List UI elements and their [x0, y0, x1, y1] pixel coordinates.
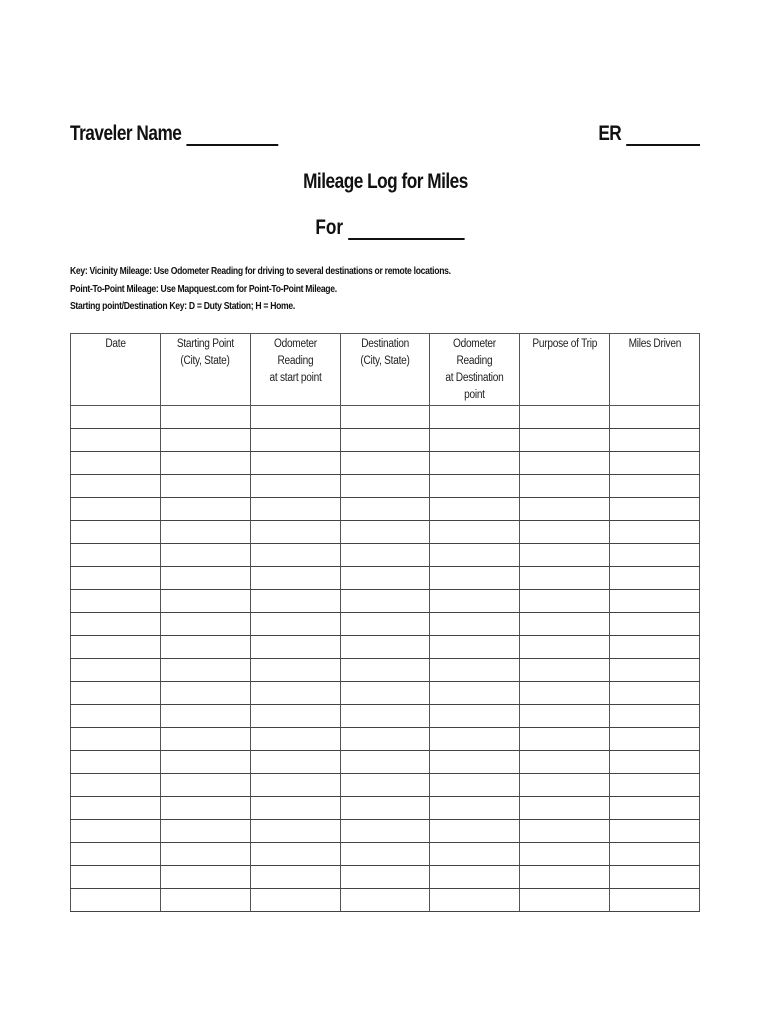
table-cell[interactable]: [160, 406, 250, 429]
table-cell[interactable]: [250, 406, 340, 429]
table-cell[interactable]: [160, 820, 250, 843]
table-cell[interactable]: [71, 475, 161, 498]
table-cell[interactable]: [71, 521, 161, 544]
table-cell[interactable]: [160, 751, 250, 774]
table-cell[interactable]: [160, 521, 250, 544]
table-cell[interactable]: [250, 659, 340, 682]
table-cell[interactable]: [610, 682, 700, 705]
table-cell[interactable]: [340, 705, 430, 728]
table-cell[interactable]: [430, 751, 520, 774]
table-cell[interactable]: [610, 590, 700, 613]
table-cell[interactable]: [610, 820, 700, 843]
table-cell[interactable]: [430, 567, 520, 590]
table-cell[interactable]: [610, 889, 700, 912]
table-cell[interactable]: [430, 659, 520, 682]
table-cell[interactable]: [520, 682, 610, 705]
mileage-log-table: [70, 333, 700, 912]
table-cell[interactable]: [520, 613, 610, 636]
table-cell[interactable]: [340, 590, 430, 613]
table-cell[interactable]: [160, 889, 250, 912]
table-row: [71, 567, 700, 590]
table-cell[interactable]: [160, 659, 250, 682]
column-header-odometer-start: Odometer Reading at start point: [250, 334, 340, 406]
table-row: [71, 636, 700, 659]
table-cell[interactable]: [71, 613, 161, 636]
table-cell[interactable]: [520, 636, 610, 659]
table-cell[interactable]: [340, 820, 430, 843]
table-cell[interactable]: [340, 843, 430, 866]
page-title: [0, 170, 770, 194]
table-cell[interactable]: [430, 705, 520, 728]
table-row: [71, 843, 700, 866]
table-cell[interactable]: [520, 452, 610, 475]
page-title-text: Mileage Log for Miles: [302, 170, 468, 193]
table-cell[interactable]: [340, 406, 430, 429]
table-cell[interactable]: [71, 797, 161, 820]
table-row: [71, 475, 700, 498]
table-row: [71, 498, 700, 521]
table-cell[interactable]: [610, 475, 700, 498]
table-cell[interactable]: [340, 866, 430, 889]
table-cell[interactable]: [160, 590, 250, 613]
traveler-name-blank[interactable]: [186, 126, 278, 146]
table-cell[interactable]: [250, 544, 340, 567]
table-cell[interactable]: [250, 429, 340, 452]
table-cell[interactable]: [340, 682, 430, 705]
table-cell[interactable]: [610, 521, 700, 544]
table-row: [71, 866, 700, 889]
table-cell[interactable]: [160, 544, 250, 567]
table-cell[interactable]: [430, 866, 520, 889]
table-cell[interactable]: [430, 889, 520, 912]
table-cell[interactable]: [250, 567, 340, 590]
table-cell[interactable]: [71, 636, 161, 659]
table-cell[interactable]: [250, 682, 340, 705]
table-cell[interactable]: [340, 751, 430, 774]
column-header-starting-point: Starting Point (City, State): [160, 334, 250, 406]
table-row: [71, 728, 700, 751]
table-cell[interactable]: [71, 429, 161, 452]
table-cell[interactable]: [71, 406, 161, 429]
table-cell[interactable]: [430, 475, 520, 498]
table-cell[interactable]: [160, 567, 250, 590]
table-cell[interactable]: [250, 751, 340, 774]
er-field: [598, 122, 700, 146]
table-cell[interactable]: [71, 866, 161, 889]
table-row: [71, 682, 700, 705]
table-cell[interactable]: [520, 659, 610, 682]
table-row: [71, 613, 700, 636]
table-cell[interactable]: [520, 590, 610, 613]
table-cell[interactable]: [520, 843, 610, 866]
table-cell[interactable]: [610, 452, 700, 475]
table-cell[interactable]: [610, 866, 700, 889]
traveler-name-label: Traveler Name: [70, 122, 182, 145]
table-cell[interactable]: [250, 590, 340, 613]
table-cell[interactable]: [71, 567, 161, 590]
table-cell[interactable]: [160, 475, 250, 498]
table-cell[interactable]: [520, 429, 610, 452]
table-cell[interactable]: [610, 498, 700, 521]
table-cell[interactable]: [340, 728, 430, 751]
table-cell[interactable]: [430, 406, 520, 429]
table-cell[interactable]: [430, 797, 520, 820]
table-cell[interactable]: [430, 774, 520, 797]
table-cell[interactable]: [250, 866, 340, 889]
table-cell[interactable]: [160, 498, 250, 521]
table-cell[interactable]: [430, 590, 520, 613]
table-cell[interactable]: [250, 728, 340, 751]
table-cell[interactable]: [520, 705, 610, 728]
table-cell[interactable]: [340, 498, 430, 521]
table-cell[interactable]: [430, 820, 520, 843]
table-body: [71, 406, 700, 912]
table-cell[interactable]: [250, 498, 340, 521]
table-cell[interactable]: [250, 452, 340, 475]
column-header-odometer-destination: Odometer Reading at Destination point: [430, 334, 520, 406]
table-cell[interactable]: [520, 820, 610, 843]
table-cell[interactable]: [610, 705, 700, 728]
table-cell[interactable]: [71, 498, 161, 521]
for-label: For: [315, 216, 344, 239]
table-cell[interactable]: [340, 889, 430, 912]
table-cell[interactable]: [430, 429, 520, 452]
table-row: [71, 406, 700, 429]
table-row: [71, 590, 700, 613]
table-cell[interactable]: [160, 429, 250, 452]
table-cell[interactable]: [610, 636, 700, 659]
key-line-vicinity: Key: Vicinity Mileage: Use Odometer Reading for driving to several destinations or remote locations.: [70, 266, 451, 277]
table-cell[interactable]: [160, 636, 250, 659]
table-cell[interactable]: [610, 406, 700, 429]
table-cell[interactable]: [610, 797, 700, 820]
table-cell[interactable]: [250, 843, 340, 866]
table-cell[interactable]: [71, 774, 161, 797]
table-cell[interactable]: [340, 797, 430, 820]
table-cell[interactable]: [340, 567, 430, 590]
table-cell[interactable]: [160, 705, 250, 728]
table-cell[interactable]: [160, 866, 250, 889]
table-cell[interactable]: [520, 728, 610, 751]
table-cell[interactable]: [340, 475, 430, 498]
table-cell[interactable]: [520, 567, 610, 590]
table-cell[interactable]: [520, 406, 610, 429]
table-row: [71, 889, 700, 912]
table-cell[interactable]: [340, 544, 430, 567]
table-cell[interactable]: [71, 843, 161, 866]
table-cell[interactable]: [71, 544, 161, 567]
table-cell[interactable]: [610, 843, 700, 866]
for-blank[interactable]: [348, 220, 464, 240]
table-cell[interactable]: [430, 613, 520, 636]
er-blank[interactable]: [626, 126, 700, 146]
table-cell[interactable]: [430, 498, 520, 521]
table-cell[interactable]: [520, 544, 610, 567]
table-cell[interactable]: [430, 544, 520, 567]
table-cell[interactable]: [610, 567, 700, 590]
table-cell[interactable]: [160, 452, 250, 475]
column-header-purpose: Purpose of Trip: [520, 334, 610, 406]
table-cell[interactable]: [250, 613, 340, 636]
table-cell[interactable]: [340, 659, 430, 682]
table-cell[interactable]: [520, 498, 610, 521]
table-row: [71, 705, 700, 728]
for-field: [0, 216, 770, 240]
table-cell[interactable]: [430, 728, 520, 751]
table-row: [71, 452, 700, 475]
table-cell[interactable]: [160, 728, 250, 751]
table-row: [71, 544, 700, 567]
table-cell[interactable]: [610, 544, 700, 567]
table-cell[interactable]: [160, 797, 250, 820]
table-cell[interactable]: [520, 521, 610, 544]
table-cell[interactable]: [250, 889, 340, 912]
table-cell[interactable]: [250, 820, 340, 843]
table-cell[interactable]: [71, 889, 161, 912]
er-label: ER: [598, 122, 622, 145]
table-cell[interactable]: [520, 475, 610, 498]
table-cell[interactable]: [610, 429, 700, 452]
header-row: [70, 122, 700, 152]
key-line-point-to-point: Point-To-Point Mileage: Use Mapquest.com for Point-To-Point Mileage.: [70, 283, 337, 295]
table-cell[interactable]: [430, 682, 520, 705]
table-cell[interactable]: [160, 774, 250, 797]
table-cell[interactable]: [610, 728, 700, 751]
table-cell[interactable]: [340, 429, 430, 452]
table-cell[interactable]: [340, 774, 430, 797]
table-cell[interactable]: [71, 659, 161, 682]
key-instructions: [70, 263, 700, 316]
table-cell[interactable]: [430, 843, 520, 866]
table-cell[interactable]: [520, 866, 610, 889]
table-cell[interactable]: [340, 452, 430, 475]
table-cell[interactable]: [610, 751, 700, 774]
table-cell[interactable]: [71, 751, 161, 774]
table-cell[interactable]: [160, 843, 250, 866]
table-cell[interactable]: [340, 521, 430, 544]
table-row: [71, 521, 700, 544]
table-cell[interactable]: [520, 797, 610, 820]
column-header-miles-driven: Miles Driven: [610, 334, 700, 406]
table-cell[interactable]: [520, 774, 610, 797]
table-cell[interactable]: [71, 820, 161, 843]
table-row: [71, 774, 700, 797]
column-header-date: Date: [71, 334, 161, 406]
table-cell[interactable]: [250, 636, 340, 659]
table-row: [71, 797, 700, 820]
table-cell[interactable]: [250, 705, 340, 728]
table-header-row: [71, 334, 700, 406]
table-cell[interactable]: [610, 613, 700, 636]
table-cell[interactable]: [340, 636, 430, 659]
table-cell[interactable]: [610, 774, 700, 797]
table-cell[interactable]: [250, 797, 340, 820]
key-line-station-key: Starting point/Destination Key: D = Duty Station; H = Home.: [70, 301, 295, 312]
table-row: [71, 751, 700, 774]
table-row: [71, 820, 700, 843]
table-row: [71, 659, 700, 682]
table-cell[interactable]: [250, 521, 340, 544]
column-header-destination: Destination (City, State): [340, 334, 430, 406]
table-cell[interactable]: [520, 889, 610, 912]
table-cell[interactable]: [610, 659, 700, 682]
table-cell[interactable]: [250, 774, 340, 797]
table-cell[interactable]: [71, 728, 161, 751]
table-cell[interactable]: [250, 475, 340, 498]
traveler-name-field: [70, 122, 278, 146]
table-cell[interactable]: [430, 521, 520, 544]
table-cell[interactable]: [71, 452, 161, 475]
table-cell[interactable]: [430, 452, 520, 475]
table-cell[interactable]: [71, 705, 161, 728]
table-cell[interactable]: [340, 613, 430, 636]
table-cell[interactable]: [430, 636, 520, 659]
table-row: [71, 429, 700, 452]
table-cell[interactable]: [520, 751, 610, 774]
table-cell[interactable]: [160, 682, 250, 705]
table-cell[interactable]: [160, 613, 250, 636]
table-cell[interactable]: [71, 682, 161, 705]
table-cell[interactable]: [71, 590, 161, 613]
